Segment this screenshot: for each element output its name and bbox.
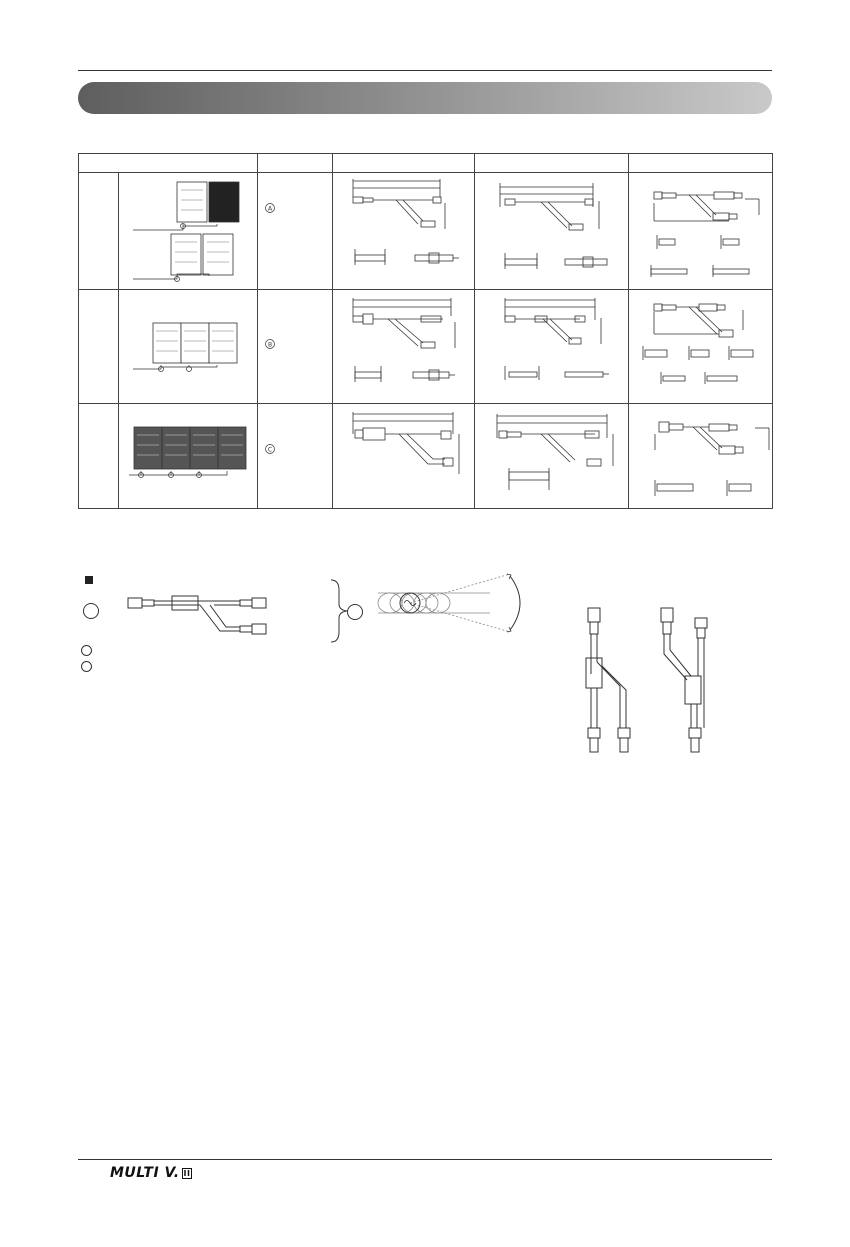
y-branch-drawing	[120, 585, 280, 645]
row-marker: C	[267, 446, 273, 454]
bullet-square-icon	[85, 576, 93, 584]
table-row	[79, 173, 773, 290]
table-header-row	[79, 154, 773, 173]
liquid-pipe-drawing	[333, 173, 475, 290]
gas-low-pipe-drawing	[475, 173, 629, 290]
gas-high-pipe-drawing	[629, 404, 773, 509]
bottom-rule	[78, 1159, 772, 1160]
header-cell-code	[258, 154, 333, 173]
circle-marker-icon	[81, 645, 92, 656]
pipe-spec-table	[78, 153, 773, 509]
header-cell-gas-high	[629, 154, 773, 173]
table-row	[79, 404, 773, 509]
gas-low-pipe-drawing	[475, 290, 629, 404]
section-banner	[78, 82, 772, 114]
header-cell-liquid	[333, 154, 475, 173]
table-row	[79, 290, 773, 404]
row-label	[79, 404, 119, 509]
row-marker: A	[267, 205, 273, 213]
code-cell	[258, 404, 333, 509]
code-cell	[258, 290, 333, 404]
code-cell	[258, 173, 333, 290]
unit-illustration	[119, 404, 258, 509]
liquid-pipe-drawing	[333, 290, 475, 404]
circle-marker-icon	[83, 603, 99, 619]
gas-low-pipe-drawing	[475, 404, 629, 509]
liquid-pipe-drawing	[333, 404, 475, 509]
brand-logo	[110, 1165, 192, 1181]
angle-diagram	[370, 570, 530, 636]
unit-illustration	[119, 290, 258, 404]
row-label	[79, 290, 119, 404]
header-cell-model	[79, 154, 258, 173]
unit-illustration	[119, 173, 258, 290]
row-label	[79, 173, 119, 290]
top-rule	[78, 70, 772, 71]
gas-high-pipe-drawing	[629, 290, 773, 404]
logo-dot: .	[173, 1165, 180, 1181]
logo-text: MULTI V	[110, 1165, 174, 1181]
logo-badge: II	[183, 1169, 191, 1178]
gas-high-pipe-drawing	[629, 173, 773, 290]
vertical-branch-right	[655, 604, 715, 754]
circle-marker-icon	[81, 661, 92, 672]
vertical-branch-left	[578, 604, 638, 754]
header-cell-gas-low	[475, 154, 629, 173]
circle-marker-icon	[347, 604, 363, 620]
row-marker: B	[267, 341, 273, 349]
